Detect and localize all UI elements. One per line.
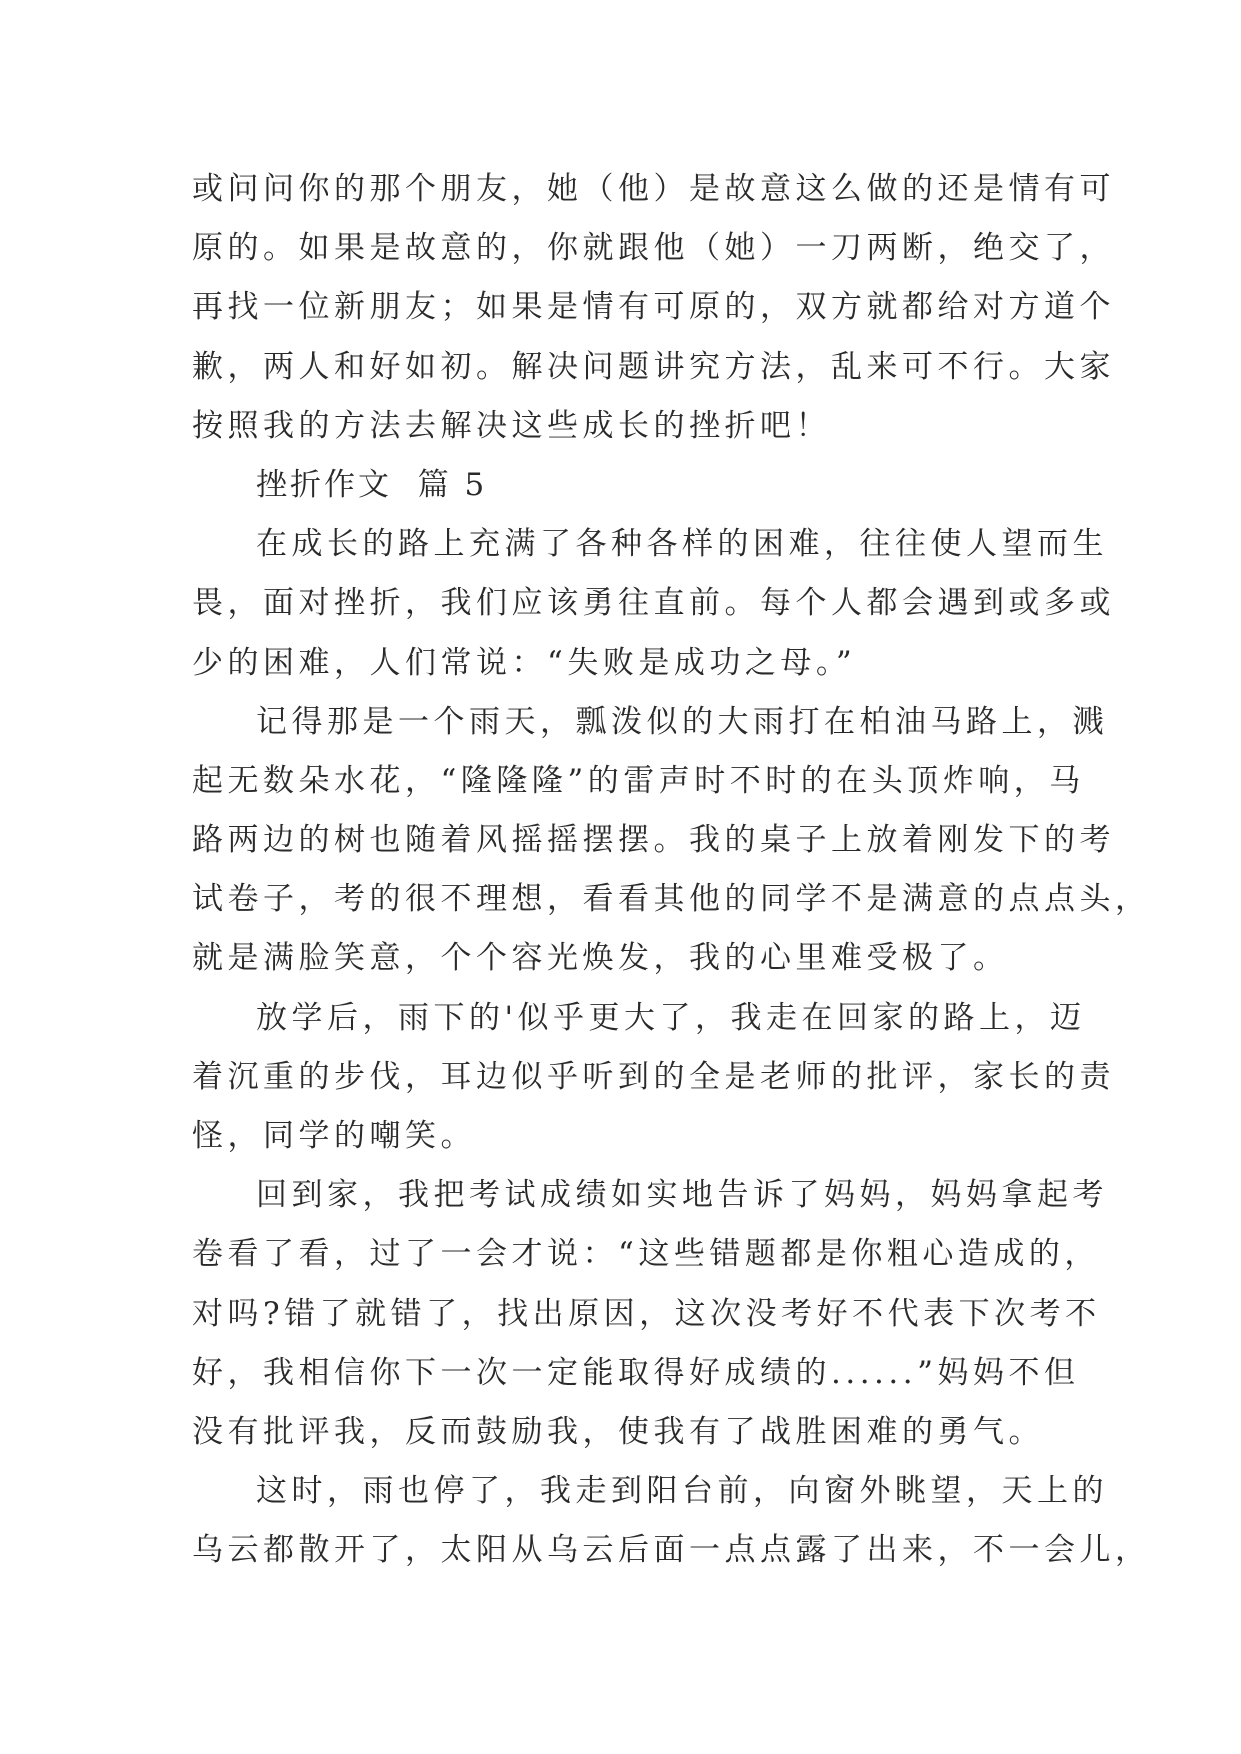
text-line: 或问问你的那个朋友，她（他）是故意这么做的还是情有可 <box>192 171 1115 207</box>
text-line: 畏，面对挫折，我们应该勇往直前。每个人都会遇到或多或 <box>192 585 1115 622</box>
text-line: 歉，两人和好如初。解决问题讲究方法，乱来可不行。大家 <box>192 348 1115 385</box>
text-line: 再找一位新朋友；如果是情有可原的，双方就都给对方道个 <box>192 289 1115 326</box>
text-line: 没有批评我，反而鼓励我，使我有了战胜困难的勇气。 <box>192 1413 1044 1450</box>
text-line: 原的。如果是故意的，你就跟他（她）一刀两断，绝交了， <box>192 230 1115 267</box>
text-line: 放学后，雨下的'似乎更大了，我走在回家的路上，迈 <box>256 999 1086 1036</box>
text-line: 好，我相信你下一次一定能取得好成绩的......”妈妈不但 <box>192 1354 1080 1391</box>
text-line: 按照我的方法去解决这些成长的挫折吧！ <box>192 407 831 444</box>
text-line: 记得那是一个雨天，瓢泼似的大雨打在柏油马路上，溅 <box>256 703 1108 740</box>
text-line: 乌云都散开了，太阳从乌云后面一点点露了出来，不一会儿， <box>192 1532 1151 1569</box>
text-line: 少的困难，人们常说：“失败是成功之母。” <box>192 644 857 681</box>
text-line: 着沉重的步伐，耳边似乎听到的全是老师的批评，家长的责 <box>192 1058 1115 1095</box>
text-line: 卷看了看，过了一会才说：“这些错题都是你粗心造成的， <box>192 1236 1100 1273</box>
text-line: 路两边的树也随着风摇摇摆摆。我的桌子上放着刚发下的考 <box>192 822 1115 859</box>
text-line: 起无数朵水花，“隆隆隆”的雷声时不时的在头顶炸响，马 <box>192 762 1085 799</box>
section-heading: 挫折作文 篇 5 <box>256 466 488 503</box>
text-line: 怪，同学的嘲笑。 <box>192 1118 476 1154</box>
text-line: 就是满脸笑意，个个容光焕发，我的心里难受极了。 <box>192 940 1009 977</box>
text-line: 回到家，我把考试成绩如实地告诉了妈妈，妈妈拿起考 <box>256 1177 1108 1214</box>
document-body <box>192 160 1151 1581</box>
text-line: 在成长的路上充满了各种各样的困难，往往使人望而生 <box>256 526 1108 563</box>
text-line: 这时，雨也停了，我走到阳台前，向窗外眺望，天上的 <box>256 1473 1108 1510</box>
text-line: 对吗?错了就错了，找出原因，这次没考好不代表下次考不 <box>192 1295 1101 1332</box>
text-line: 试卷子，考的很不理想，看看其他的同学不是满意的点点头， <box>192 881 1151 918</box>
